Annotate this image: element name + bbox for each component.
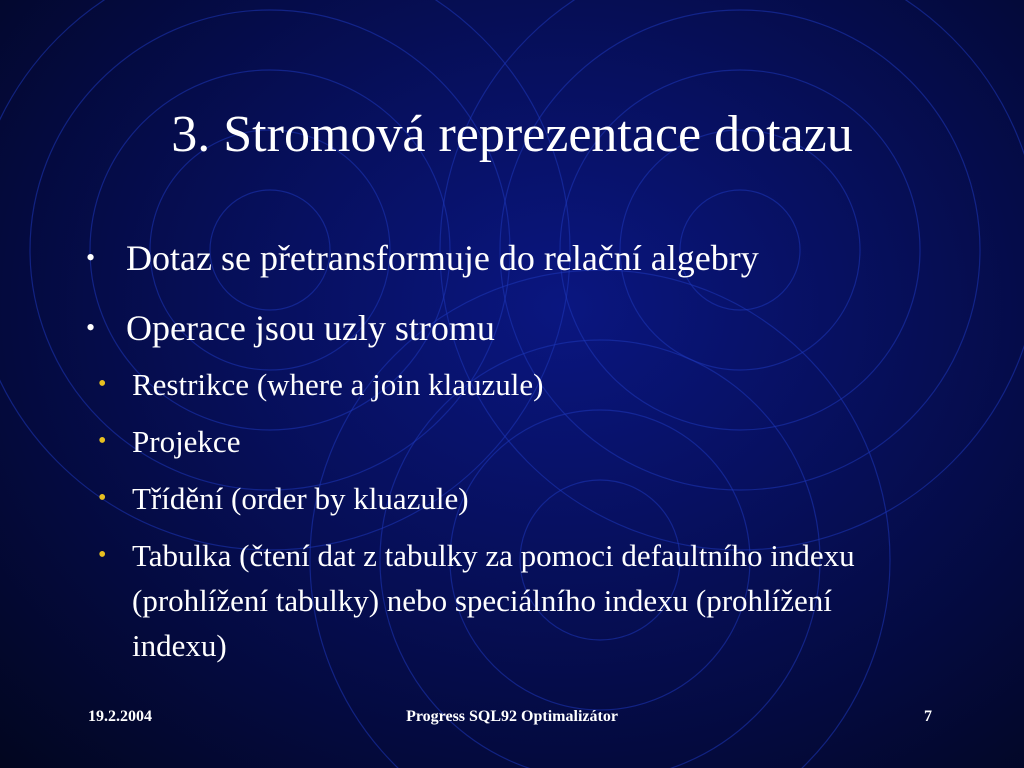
slide-title: 3. Stromová reprezentace dotazu bbox=[171, 106, 853, 163]
sub-bullet-item bbox=[86, 476, 862, 521]
bullet-text: Dotaz se přetransformuje do relační algebry bbox=[126, 238, 759, 278]
sub-bullet-dot-icon: • bbox=[98, 428, 107, 454]
bullet-dot-icon: • bbox=[86, 243, 96, 272]
bullet-dot-icon: • bbox=[86, 313, 96, 342]
sub-bullet-dot-icon: • bbox=[98, 485, 107, 511]
sub-bullet-text: Restrikce (where a join klauzule) bbox=[132, 367, 544, 402]
footer-date: 19.2.2004 bbox=[88, 708, 152, 725]
bullet-list bbox=[86, 236, 986, 680]
sub-bullet-item bbox=[86, 362, 862, 407]
sub-bullet-dot-icon: • bbox=[98, 371, 107, 397]
bullet-item bbox=[86, 306, 986, 350]
sub-bullet-item bbox=[86, 419, 862, 464]
footer-presentation-title: Progress SQL92 Optimalizátor bbox=[406, 708, 618, 725]
sub-bullet-text: Tabulka (čtení dat z tabulky za pomoci defaultního indexu (prohlížení tabulky) nebo speciálního indexu (prohlížení indexu) bbox=[132, 538, 855, 663]
sub-bullet-item bbox=[86, 533, 862, 668]
bullet-item bbox=[86, 236, 986, 280]
footer-page-number: 7 bbox=[924, 708, 932, 725]
sub-bullet-dot-icon: • bbox=[98, 542, 107, 568]
sub-bullet-list bbox=[86, 362, 986, 668]
sub-bullet-text: Projekce bbox=[132, 424, 241, 459]
bullet-text: Operace jsou uzly stromu bbox=[126, 308, 495, 348]
sub-bullet-group bbox=[86, 362, 986, 668]
sub-bullet-text: Třídění (order by kluazule) bbox=[132, 481, 469, 516]
